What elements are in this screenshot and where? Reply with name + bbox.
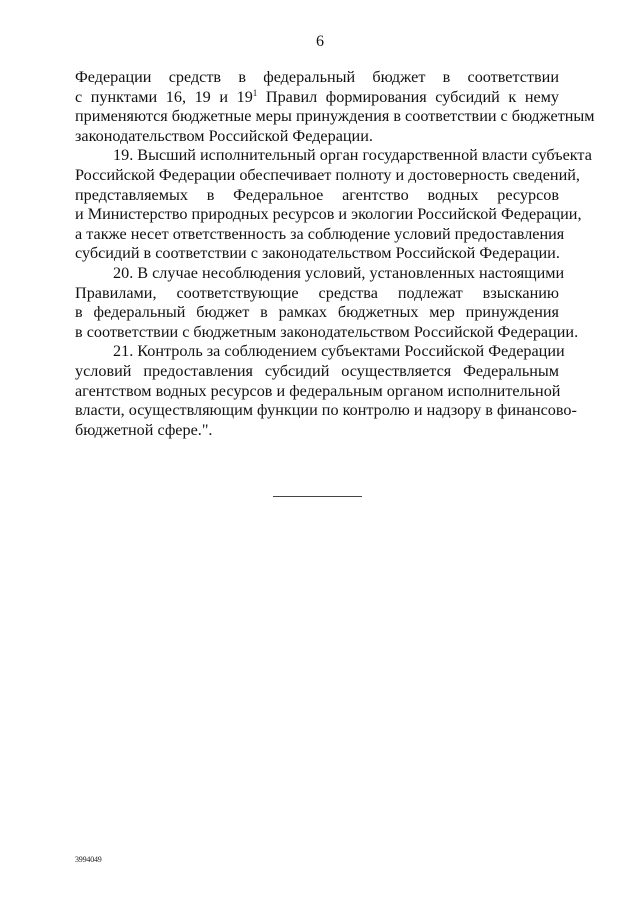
text-line: в соответствии с бюджетным законодательством Российской Федерации. [75, 322, 579, 341]
paragraph-item-19 [75, 146, 592, 264]
text-line: применяются бюджетные меры принуждения в соответствии с бюджетным [75, 107, 595, 126]
text-line: Российской Федерации обеспечивает полноту и достоверность сведений, [75, 165, 580, 184]
text-line: Правилами, соответствующие средства подлежат взысканию [75, 283, 559, 302]
text-fragment: Правил формирования субсидий к нему [257, 87, 560, 106]
text-line: 19. Высший исполнительный орган государственной власти субъекта [113, 146, 592, 165]
text-line: власти, осуществляющим функции по контролю и надзору в финансово- [75, 401, 577, 420]
text-line: законодательством Российской Федерации. [75, 126, 373, 145]
document-body [75, 68, 595, 440]
text-line: 21. Контроль за соблюдением субъектами Российской Федерации [113, 342, 565, 361]
text-line: а также несет ответственность за соблюдение условий предоставления [75, 224, 565, 243]
text-line: в федеральный бюджет в рамках бюджетных мер принуждения [75, 303, 559, 322]
text-line: условий предоставления субсидий осуществляется Федеральным [75, 361, 559, 380]
text-line: 20. В случае несоблюдения условий, установленных настоящими [113, 263, 565, 282]
text-fragment: с пунктами 16, 19 и 19 [75, 87, 253, 106]
text-line: и Министерство природных ресурсов и экологии Российской Федерации, [75, 205, 582, 224]
text-line: бюджетной сфере.". [75, 420, 213, 439]
end-divider [273, 496, 362, 497]
page-number: 6 [316, 33, 324, 50]
text-line: агентством водных ресурсов и федеральным органом исполнительной [75, 381, 561, 400]
text-line: субсидий в соответствии с законодательством Российской Федерации. [75, 244, 560, 263]
document-id: 3994049 [75, 855, 102, 864]
paragraph-item-20 [75, 263, 579, 342]
text-line: Федерации средств в федеральный бюджет в соответствии [75, 68, 559, 86]
paragraph-item-21 [75, 342, 577, 440]
superscript: 1 [252, 87, 258, 98]
text-line: представляемых в Федеральное агентство водных ресурсов [75, 185, 559, 204]
paragraph-continuation [75, 68, 595, 146]
text-line [75, 88, 559, 108]
